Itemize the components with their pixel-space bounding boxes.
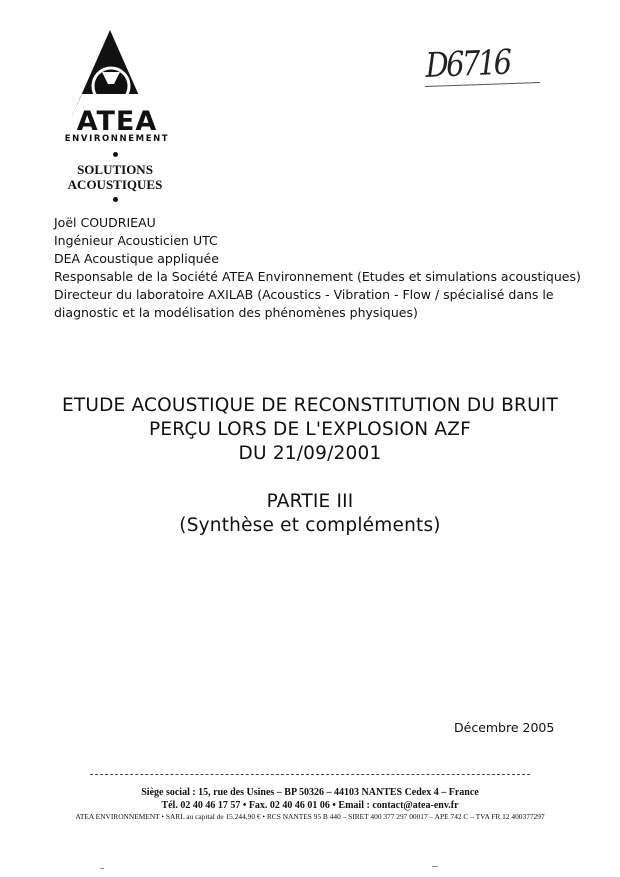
footer-address: Siège social : 15, rue des Usines – BP 50326 – 44103 NANTES Cedex 4 – France <box>141 787 479 798</box>
footer-contact: Tél. 02 40 46 17 57 • Fax. 02 40 46 01 06 • Email : contact@atea-env.fr <box>161 800 459 811</box>
logo-name: ATEA <box>76 106 158 137</box>
title-line1: ETUDE ACOUSTIQUE DE RECONSTITUTION DU BRUIT <box>61 395 559 416</box>
author-name: Joël COUDRIEAU <box>54 215 156 230</box>
document-date: Décembre 2005 <box>454 720 555 735</box>
footer-legal: ATEA ENVIRONNEMENT • SARL au capital de 15.244,90 € • RCS NANTES 95 B 440 – SIRET 400 377 297 00017 – APE 742 C – TVA FR 12 400377297 <box>75 812 545 821</box>
author-line: diagnostic et la modélisation des phénomènes physiques) <box>54 305 418 320</box>
part-subtitle: (Synthèse et compléments) <box>179 515 441 536</box>
scan-speck <box>100 868 104 869</box>
footer-divider <box>90 774 530 775</box>
tagline-line2: ACOUSTIQUES <box>67 177 163 192</box>
handwritten-reference: D6716 <box>425 42 511 86</box>
author-line: DEA Acoustique appliquée <box>54 251 219 266</box>
title-line3: DU 21/09/2001 <box>238 443 382 464</box>
author-line: Ingénieur Acousticien UTC <box>54 233 218 248</box>
scan-speck <box>432 866 438 867</box>
bullet-dot <box>113 152 118 157</box>
bullet-dot <box>113 197 118 202</box>
logo-subtitle: ENVIRONNEMENT <box>64 134 170 144</box>
author-line: Responsable de la Société ATEA Environnement (Etudes et simulations acoustiques) <box>54 269 581 284</box>
author-line: Directeur du laboratoire AXILAB (Acoustics - Vibration - Flow / spécialisé dans le <box>54 287 554 302</box>
author-block <box>54 214 581 322</box>
tagline-line1: SOLUTIONS <box>77 162 153 177</box>
part-label: PARTIE III <box>266 491 354 512</box>
title-line2: PERÇU LORS DE L'EXPLOSION AZF <box>149 419 471 440</box>
